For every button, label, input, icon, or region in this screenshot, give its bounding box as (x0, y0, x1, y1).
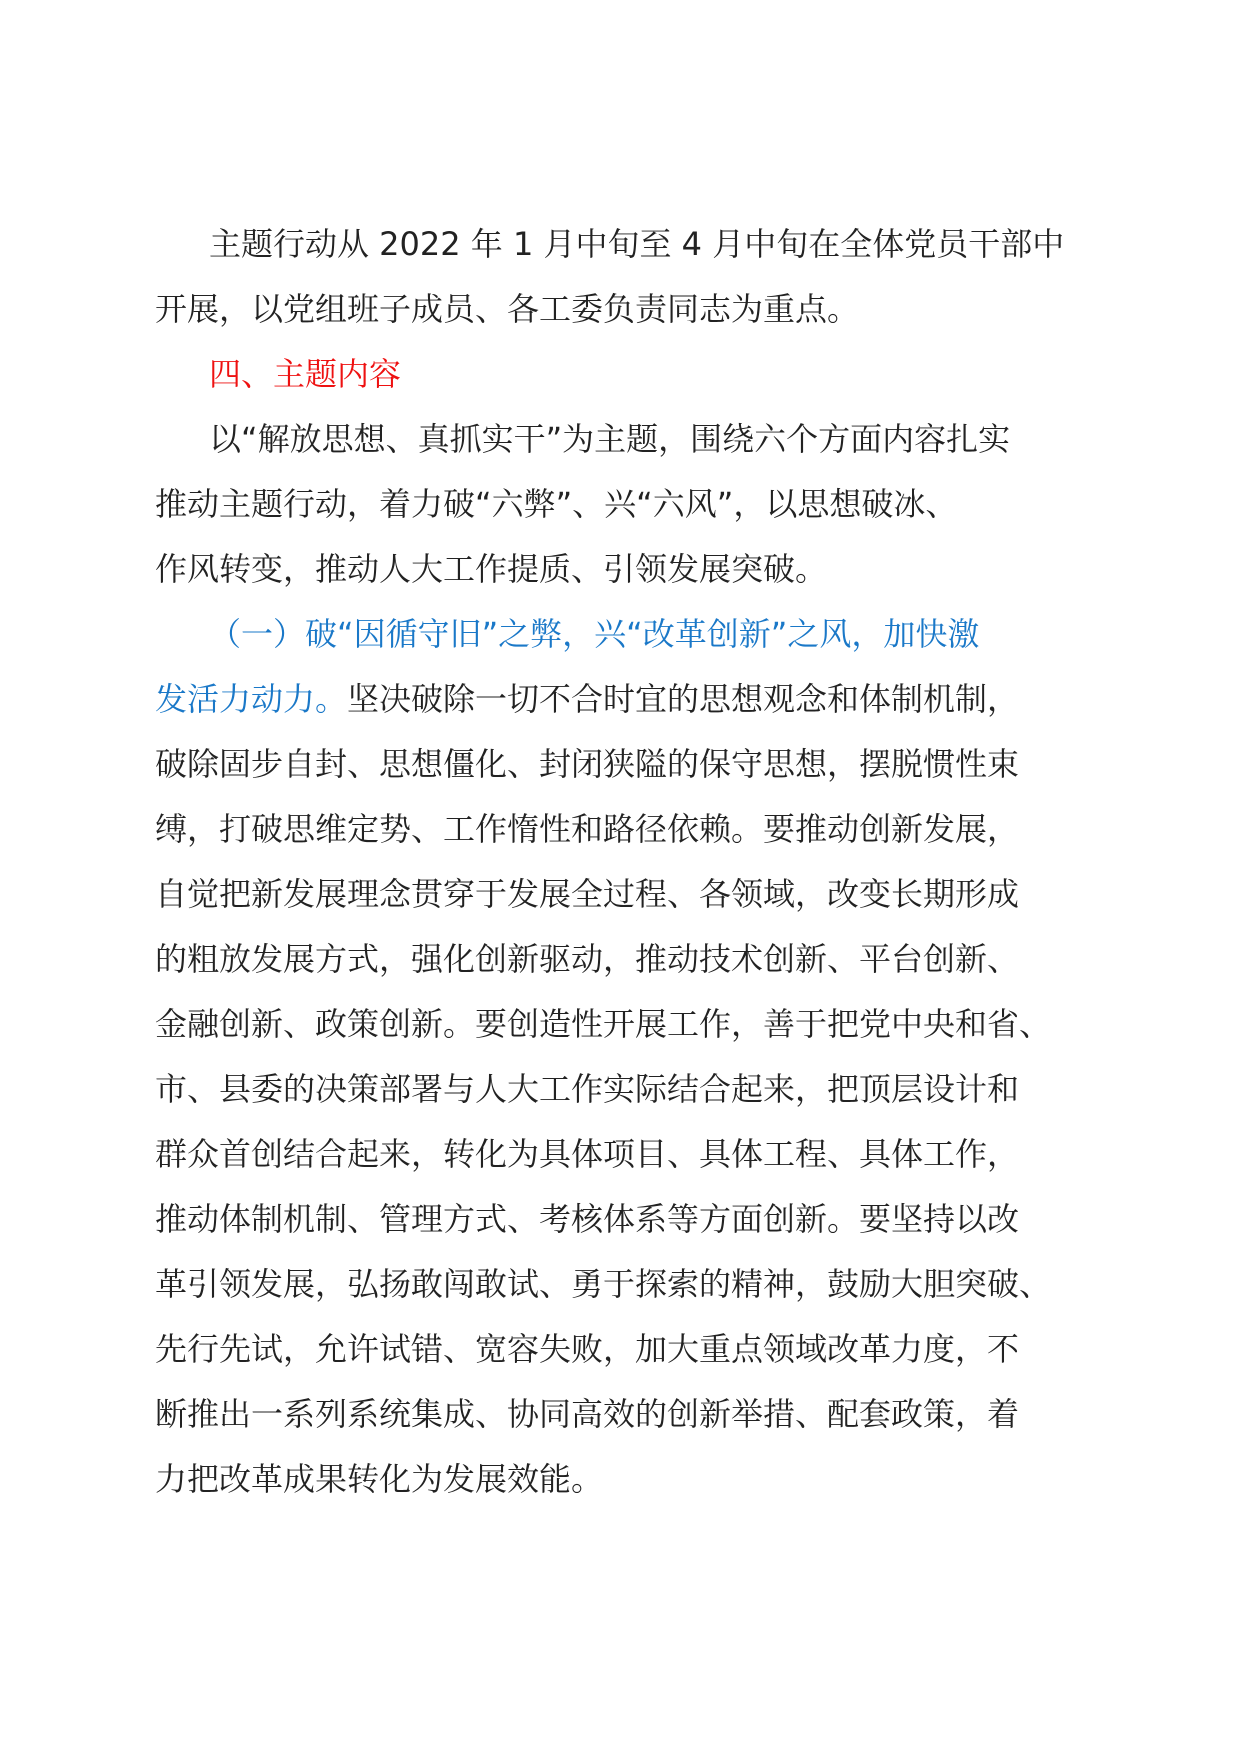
paragraph-line: 推动主题行动，着力破“六弊”、兴“六风”，以思想破冰、 (155, 485, 958, 523)
paragraph-text: 坚决破除一切不合时宜的思想观念和体制机制， (347, 680, 1020, 718)
paragraph-line: 革引领发展，弘扬敢闯敢试、勇于探索的精神，鼓励大胆突破、 (155, 1265, 1052, 1303)
paragraph-line: 自觉把新发展理念贯穿于发展全过程、各领域，改变长期形成 (155, 875, 1020, 913)
paragraph-line: 缚，打破思维定势、工作惰性和路径依赖。要推动创新发展， (155, 810, 1020, 848)
paragraph-line: 开展，以党组班子成员、各工委负责同志为重点。 (155, 290, 860, 328)
paragraph-line (155, 667, 1085, 732)
paragraph-line: 市、县委的决策部署与人大工作实际结合起来，把顶层设计和 (155, 1070, 1020, 1108)
paragraph-line: 断推出一系列系统集成、协同高效的创新举措、配套政策，着 (155, 1395, 1020, 1433)
subsection-heading: （一）破“因循守旧”之弊，兴“改革创新”之风，加快激 (209, 615, 980, 653)
paragraph-line: 以“解放思想、真抓实干”为主题，围绕六个方面内容扎实 (209, 420, 1011, 458)
paragraph-line: 作风转变，推动人大工作提质、引领发展突破。 (155, 550, 828, 588)
paragraph-line: 破除固步自封、思想僵化、封闭狭隘的保守思想，摆脱惯性束 (155, 745, 1020, 783)
document-page (155, 212, 1085, 1512)
paragraph-line: 群众首创结合起来，转化为具体项目、具体工程、具体工作， (155, 1135, 1020, 1173)
paragraph-line: 主题行动从 2022 年 1 月中旬至 4 月中旬在全体党员干部中 (209, 225, 1065, 263)
paragraph-line: 力把改革成果转化为发展效能。 (155, 1460, 604, 1498)
paragraph-line: 先行先试，允许试错、宽容失败，加大重点领域改革力度，不 (155, 1330, 1020, 1368)
paragraph-line: 的粗放发展方式，强化创新驱动，推动技术创新、平台创新、 (155, 940, 1020, 978)
paragraph-line: 推动体制机制、管理方式、考核体系等方面创新。要坚持以改 (155, 1200, 1020, 1238)
paragraph-line: 金融创新、政策创新。要创造性开展工作，善于把党中央和省、 (155, 1005, 1052, 1043)
subsection-heading-end: 发活力动力。 (155, 680, 348, 718)
section-heading: 四、主题内容 (209, 355, 402, 393)
